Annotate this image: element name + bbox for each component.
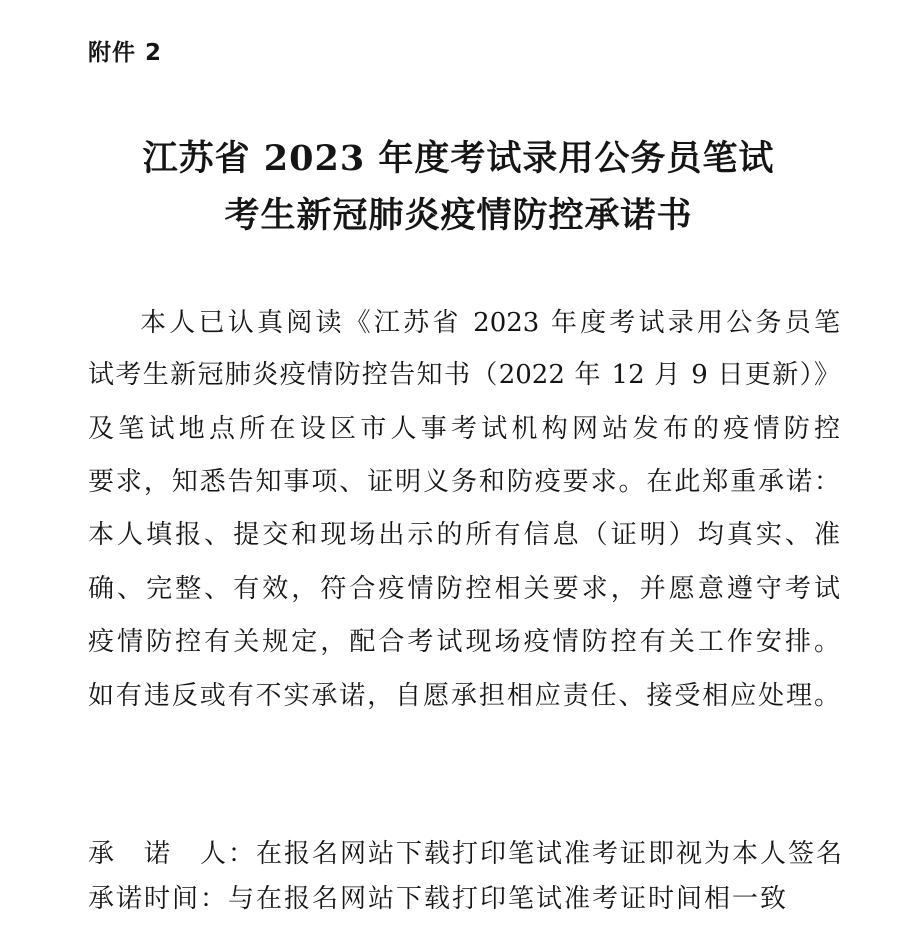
body-line: 本人填报、提交和现场出示的所有信息（证明）均真实、准 — [88, 520, 840, 550]
attachment-label: 附件 2 — [88, 40, 163, 66]
body-line: 及笔试地点所在设区市人事考试机构网站发布的疫情防控 — [88, 414, 840, 444]
body-line: 试考生新冠肺炎疫情防控告知书（2022 年 12 月 9 日更新）》 — [88, 360, 840, 390]
promise-time-line: 承诺时间：与在报名网站下载打印笔试准考证时间相一致 — [88, 884, 789, 914]
document-title-line-2: 考生新冠肺炎疫情防控承诺书 — [224, 195, 693, 236]
promisor-line: 承 诺 人：在报名网站下载打印笔试准考证即视为本人签名 — [88, 839, 845, 869]
body-line: 疫情防控有关规定，配合考试现场疫情防控有关工作安排。 — [88, 627, 840, 657]
body-line: 如有违反或有不实承诺，自愿承担相应责任、接受相应处理。 — [88, 681, 840, 711]
body-line: 确、完整、有效，符合疫情防控相关要求，并愿意遵守考试 — [88, 574, 840, 604]
document-title-line-1: 江苏省 2023 年度考试录用公务员笔试 — [142, 138, 775, 179]
body-line: 本人已认真阅读《江苏省 2023 年度考试录用公务员笔 — [140, 308, 840, 338]
body-line: 要求，知悉告知事项、证明义务和防疫要求。在此郑重承诺： — [88, 467, 840, 497]
